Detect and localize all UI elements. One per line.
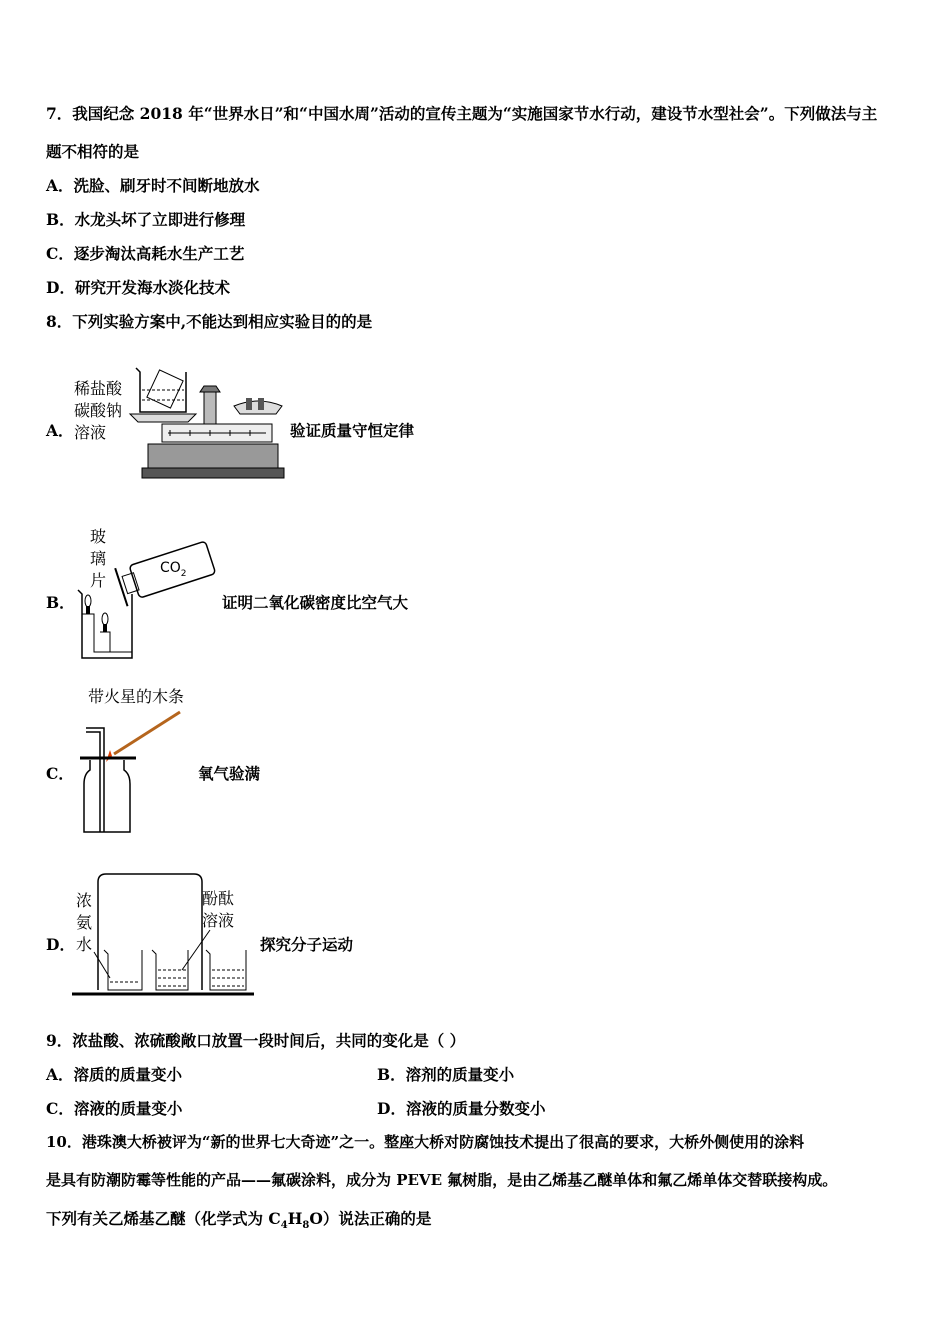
beaker-icon (136, 368, 186, 412)
q8-b-caption: 证明二氧化碳密度比空气大 (222, 593, 409, 612)
fig-d-label-phenol: 酚酞 (202, 889, 235, 908)
q9-option-a: A．溶质的质量变小 (46, 1065, 183, 1084)
fig-c-label-splint: 带火星的木条 (88, 687, 185, 706)
wooden-splint-icon (114, 712, 180, 754)
co2-pour-figure (74, 520, 224, 662)
fig-d-label-solution: 溶液 (202, 911, 235, 930)
q9-option-d: D．溶液的质量分数变小 (377, 1099, 546, 1118)
fig-a-label-solution: 溶液 (74, 423, 107, 442)
fig-b-label-li: 璃 (90, 549, 107, 568)
q9-stem: 9．浓盐酸、浓硫酸敞口放置一段时间后，共同的变化是（ ） (46, 1031, 466, 1050)
fig-b-label-bo: 玻 (90, 527, 107, 546)
molecule-motion-figure (70, 866, 260, 1000)
q10-line3: 下列有关乙烯基乙醚（化学式为 $C_4H_8O$）说法正确的是 (46, 1209, 432, 1232)
q7-stem-line2: 题不相符的是 (46, 142, 140, 161)
q7-stem-line1: 7．我国纪念 2018 年“世界水日”和“中国水周”活动的宣传主题为“实施国家节水行动，建设节水型社会”。下列做法与主 (46, 104, 878, 123)
q8-a-label: A． (46, 421, 74, 440)
q8-b-label: B． (46, 593, 75, 612)
q8-d-label: D． (46, 935, 75, 954)
fig-b-co2: $CO_2$ (160, 560, 187, 579)
gas-jar-icon (84, 760, 130, 832)
fig-a-label-hcl: 稀盐酸 (74, 379, 123, 398)
q9-option-c: C．溶液的质量变小 (46, 1099, 183, 1118)
bell-jar-icon (98, 874, 202, 990)
q8-a-caption: 验证质量守恒定律 (290, 421, 415, 440)
flame-icon (85, 595, 91, 607)
q7-option-d: D．研究开发海水淡化技术 (46, 278, 230, 297)
fig-d-label-nong: 浓 (76, 891, 93, 910)
q7-option-c: C．逐步淘汰高耗水生产工艺 (46, 244, 245, 263)
balance-apparatus-figure (70, 360, 290, 482)
fig-b-label-pian: 片 (90, 571, 107, 590)
q8-c-label: C． (46, 764, 74, 783)
q9-option-b: B．溶剂的质量变小 (377, 1065, 515, 1084)
q8-d-caption: 探究分子运动 (260, 935, 354, 954)
fig-a-label-na2co3: 碳酸钠 (74, 401, 123, 420)
q7-option-a: A．洗脸、刷牙时不间断地放水 (46, 176, 260, 195)
oxygen-test-figure (76, 680, 216, 840)
q8-c-caption: 氧气验满 (198, 764, 261, 783)
fig-d-label-an: 氨 (76, 913, 93, 932)
q10-line1: 10．港珠澳大桥被评为“新的世界七大奇迹”之一。整座大桥对防腐蚀技术提出了很高的要求，大桥外侧使用的涂料 (46, 1133, 805, 1151)
flame-icon (102, 613, 108, 625)
q8-stem: 8．下列实验方案中,不能达到相应实验目的的是 (46, 312, 373, 331)
fig-d-label-shui: 水 (76, 935, 93, 954)
q10-line2: 是具有防潮防霉等性能的产品——氟碳涂料，成分为 PEVE 氟树脂，是由乙烯基乙醚单体和氟乙烯单体交替联接构成。 (46, 1171, 838, 1189)
q7-option-b: B．水龙头坏了立即进行修理 (46, 210, 246, 229)
